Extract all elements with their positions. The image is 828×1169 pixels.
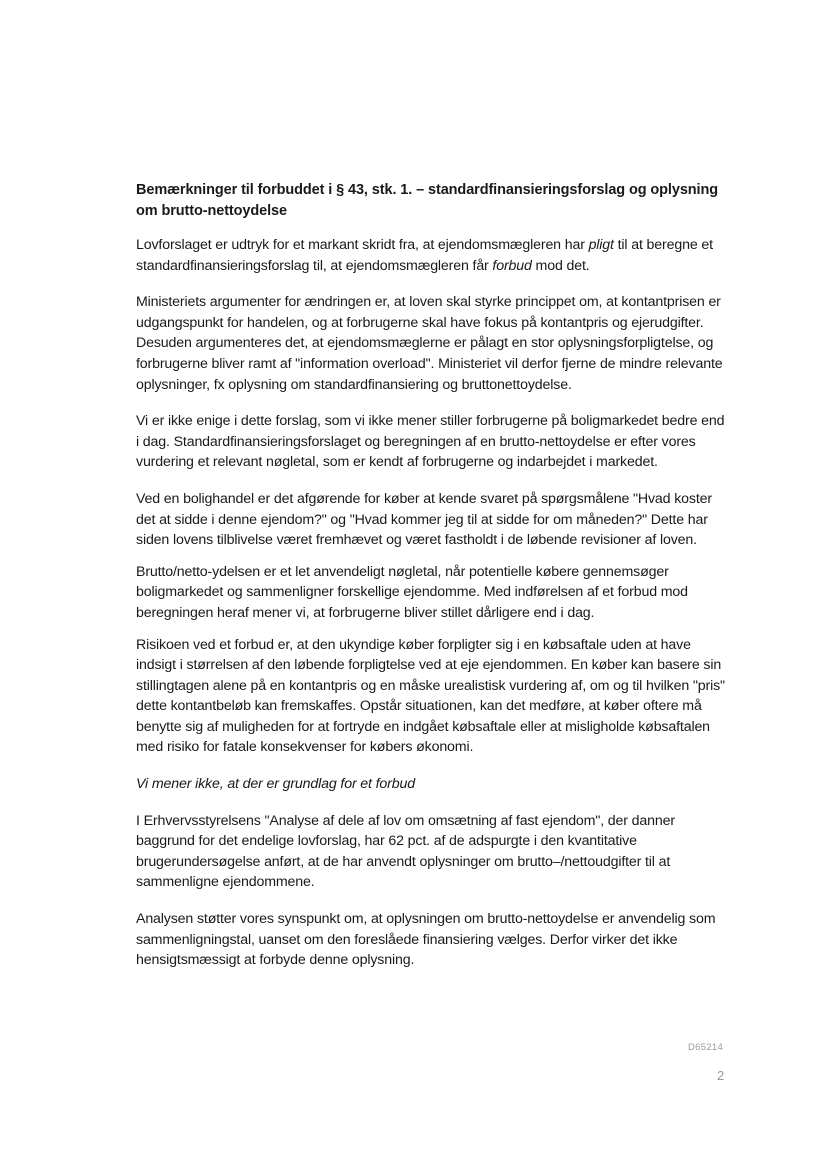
italic-subheading: Vi mener ikke, at der er grundlag for et forbud bbox=[136, 776, 415, 793]
paragraph-4: Ved en bolighandel er det afgørende for køber at kende svaret på spørgsmålene "Hvad koster det at sidde i denne ejendom?" og "Hvad kommer jeg til at sidde for om måneden?" Dette har siden lovens tilblivelse været fremhævet og været fastholdt i de løbende revisioner af loven. bbox=[136, 490, 712, 549]
paragraph-8: I Erhvervsstyrelsens "Analyse af dele af lov om omsætning af fast ejendom", der danner baggrund for det endelige lovforslag, har 62 pct. af de adspurgte i den kvantitative brugerundersøgelse anført, at de har anvendt oplysninger om brutto–/nettoudgifter til at sammenligne ejendommene. bbox=[136, 812, 675, 891]
paragraph-6: Risikoen ved et forbud er, at den ukyndige køber forpligter sig i en købsaftale uden at have indsigt i størrelsen af den løbende forpligtelse ved at eje ejendommen. En køber kan basere sin stillingtagen alene på en kontantpris og en måske urealistisk vurdering af, om og til hvilken "pris" dette kontantbeløb kan fremskaffes. Opstår situationen, kan det medføre, at køber oftere må benytte sig af muligheden for at fortryde en indgået købsaftale eller at misligholde købsaftalen med risiko for fatale konsekvenser for købers økonomi. bbox=[136, 636, 725, 756]
paragraph-3: Vi er ikke enige i dette forslag, som vi ikke mener stiller forbrugerne på boligmarkedet bedre end i dag. Standardfinansieringsforslaget og beregningen af en brutto-nettoydelse er efter vores vurdering et relevant nøgletal, som er kendt af forbrugerne og indarbejdet i markedet. bbox=[136, 413, 725, 471]
paragraph-1 bbox=[136, 235, 726, 276]
document-code: D65214 bbox=[688, 1042, 724, 1053]
paragraph-1-text-e: mod det. bbox=[531, 257, 590, 274]
paragraph-9: Analysen støtter vores synspunkt om, at oplysningen om brutto-nettoydelse er anvendelig som sammenligningstal, uanset om den foreslåede finansiering vælges. Derfor virker det ikke hensigtsmæssigt at forbyde denne oplysning. bbox=[136, 911, 716, 969]
paragraph-2: Ministeriets argumenter for ændringen er, at loven skal styrke princippet om, at kontantprisen er udgangspunkt for handelen, og at forbrugerne skal have fokus på kontantpris og ejerudgifter. Desuden argumenteres det, at ejendomsmæglerne er pålagt en stor oplysningsforpligtelse, og forbrugerne bliver ramt af "information overload". Ministeriet vil derfor fjerne de mindre relevante oplysninger, fx oplysning om standardfinansiering og bruttonettoydelse. bbox=[136, 294, 723, 393]
document-body bbox=[136, 180, 726, 987]
page-number: 2 bbox=[717, 1068, 725, 1083]
paragraph-5: Brutto/netto-ydelsen er et let anvendeligt nøgletal, når potentielle købere gennemsøger boligmarkedet og sammenligner forskellige ejendomme. Med indførelsen af et forbud mod beregningen heraf mener vi, at forbrugerne bliver stillet dårligere end i dag. bbox=[136, 563, 688, 621]
paragraph-1-text-c: til at beregne et standardfinansieringsforslag til, at ejendomsmægleren får bbox=[136, 237, 713, 274]
paragraph-1-emphasis-pligt: pligt bbox=[588, 237, 614, 253]
paragraph-1-emphasis-forbud: forbud bbox=[492, 257, 532, 274]
section-heading: Bemærkninger til forbuddet i § 43, stk. 1. – standardfinansieringsforslag og oplysning om brutto-nettoydelse bbox=[136, 182, 718, 219]
paragraph-1-text-a: Lovforslaget er udtryk for et markant skridt fra, at ejendomsmægleren har bbox=[136, 237, 589, 253]
